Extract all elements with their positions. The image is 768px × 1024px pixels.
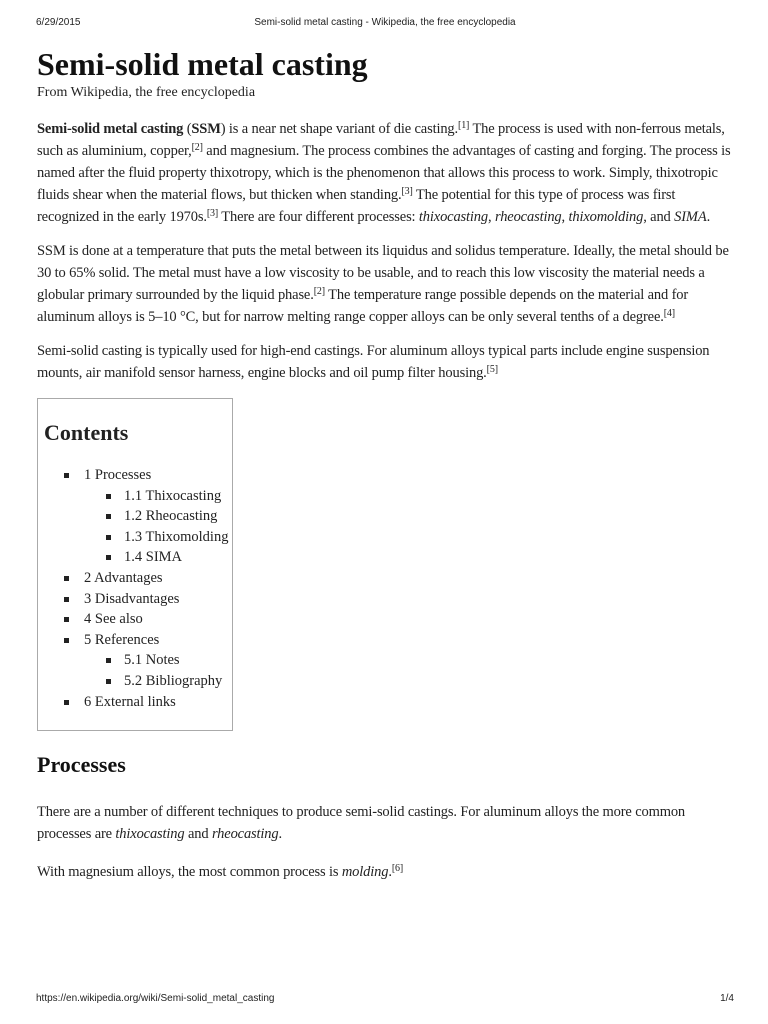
toc-item-disadvantages[interactable]: 3 Disadvantages bbox=[44, 589, 232, 610]
paragraph-text: SSM is done at a temperature that puts the metal between its liquidus and solidus temperature. Ideally, the metal should be 30 to 65% solid. The metal must have a low viscosity to be usable, and to reach this low viscosity the material needs a globular primary surrounded by the liquid phase. bbox=[37, 243, 729, 303]
article-title: Semi-solid metal casting bbox=[37, 46, 368, 82]
intro-paragraph bbox=[37, 118, 737, 228]
citation-link[interactable]: [3] bbox=[206, 208, 219, 219]
intro-text: and magnesium. The process combines the advantages of casting and forging. The process is named after the fluid property thixotropy, which is the phenomenon that allows this process to work. Simply, thixotropic fluids shear when the material flows, but thicken when standing. bbox=[37, 143, 731, 203]
intro-term: Semi-solid metal casting bbox=[37, 121, 184, 137]
section-heading-processes: Processes bbox=[37, 752, 126, 778]
paragraph-text: With magnesium alloys, the most common process is bbox=[37, 864, 342, 881]
process-link-sima[interactable]: SIMA bbox=[674, 209, 707, 225]
citation-link[interactable]: [2] bbox=[313, 286, 325, 297]
link-thixocasting[interactable]: thixocasting bbox=[115, 826, 185, 843]
citation-link[interactable]: [3] bbox=[401, 186, 413, 197]
toc-item-external-links[interactable]: 6 External links bbox=[44, 692, 232, 713]
toc-item-bibliography[interactable]: 5.2 Bibliography bbox=[44, 671, 232, 692]
toc-item-advantages[interactable]: 2 Advantages bbox=[44, 568, 232, 589]
toc-item-sima[interactable]: 1.4 SIMA bbox=[44, 547, 232, 568]
paragraph-text: The temperature range possible depends on the material and for aluminum alloys is 5–10 °C, but for narrow melting range copper alloys can be only several tenths of a degree. bbox=[37, 287, 689, 325]
usage-paragraph bbox=[37, 340, 737, 384]
toc-item-notes[interactable]: 5.1 Notes bbox=[44, 650, 232, 671]
intro-text: The process is used with non-ferrous metals, such as aluminium, copper, bbox=[37, 121, 725, 159]
intro-text: The potential for this type of process was first recognized in the early 1970s. bbox=[37, 187, 676, 225]
magnesium-paragraph bbox=[37, 861, 737, 883]
temperature-paragraph bbox=[37, 240, 737, 328]
citation-link[interactable]: [4] bbox=[663, 308, 675, 319]
citation-link[interactable]: [5] bbox=[486, 364, 498, 375]
intro-text: ) bbox=[220, 121, 226, 137]
article-tagline: From Wikipedia, the free encyclopedia bbox=[37, 85, 256, 100]
toc-item-thixocasting[interactable]: 1.1 Thixocasting bbox=[44, 486, 232, 507]
toc-title: Contents bbox=[44, 420, 129, 445]
intro-abbr: SSM bbox=[191, 121, 221, 137]
paragraph-text: . bbox=[388, 864, 392, 881]
intro-text: , bbox=[561, 209, 569, 225]
paragraph-text: Semi-solid casting is typically used for high-end castings. For aluminum alloys typical parts include engine suspension mounts, air manifold sensor harness, engine blocks and oil pump filter housing. bbox=[37, 343, 710, 381]
print-header bbox=[36, 17, 734, 31]
intro-text: ( bbox=[183, 121, 192, 137]
intro-text: , and bbox=[643, 209, 675, 225]
print-url: https://en.wikipedia.org/wiki/Semi-solid_metal_casting bbox=[36, 993, 275, 1004]
print-page-title: Semi-solid metal casting - Wikipedia, the free encyclopedia bbox=[254, 17, 516, 28]
intro-text: is a near net shape variant of die casting. bbox=[225, 121, 459, 137]
toc-item-see-also[interactable]: 4 See also bbox=[44, 609, 232, 630]
toc-item-rheocasting[interactable]: 1.2 Rheocasting bbox=[44, 506, 232, 527]
print-date: 6/29/2015 bbox=[36, 17, 81, 28]
citation-link[interactable]: [1] bbox=[458, 120, 470, 131]
print-footer bbox=[36, 993, 734, 1007]
link-molding[interactable]: molding bbox=[341, 864, 389, 881]
table-of-contents bbox=[37, 398, 233, 731]
citation-link[interactable]: [6] bbox=[391, 863, 404, 875]
paragraph-text: There are a number of different techniques to produce semi-solid castings. For aluminum alloys the more common processes are bbox=[37, 804, 686, 843]
toc-list bbox=[44, 465, 232, 712]
paragraph-text: . bbox=[278, 826, 282, 843]
process-link-thixocasting[interactable]: thixocasting bbox=[418, 209, 489, 225]
processes-paragraph bbox=[37, 801, 737, 845]
toc-item-references[interactable]: 5 References bbox=[44, 630, 232, 651]
paragraph-text: and bbox=[184, 826, 212, 843]
article-content bbox=[37, 44, 737, 883]
intro-text: There are four different processes: bbox=[218, 209, 419, 225]
process-link-rheocasting[interactable]: rheocasting bbox=[494, 209, 562, 225]
intro-text: , bbox=[488, 209, 495, 225]
toc-item-processes[interactable]: 1 Processes bbox=[44, 465, 232, 486]
toc-item-thixomolding[interactable]: 1.3 Thixomolding bbox=[44, 527, 232, 548]
print-page-number: 1/4 bbox=[720, 993, 734, 1004]
citation-link[interactable]: [2] bbox=[191, 142, 203, 153]
process-link-thixomolding[interactable]: thixomolding bbox=[568, 209, 644, 225]
intro-text: . bbox=[706, 209, 711, 225]
link-rheocasting[interactable]: rheocasting bbox=[211, 826, 279, 843]
